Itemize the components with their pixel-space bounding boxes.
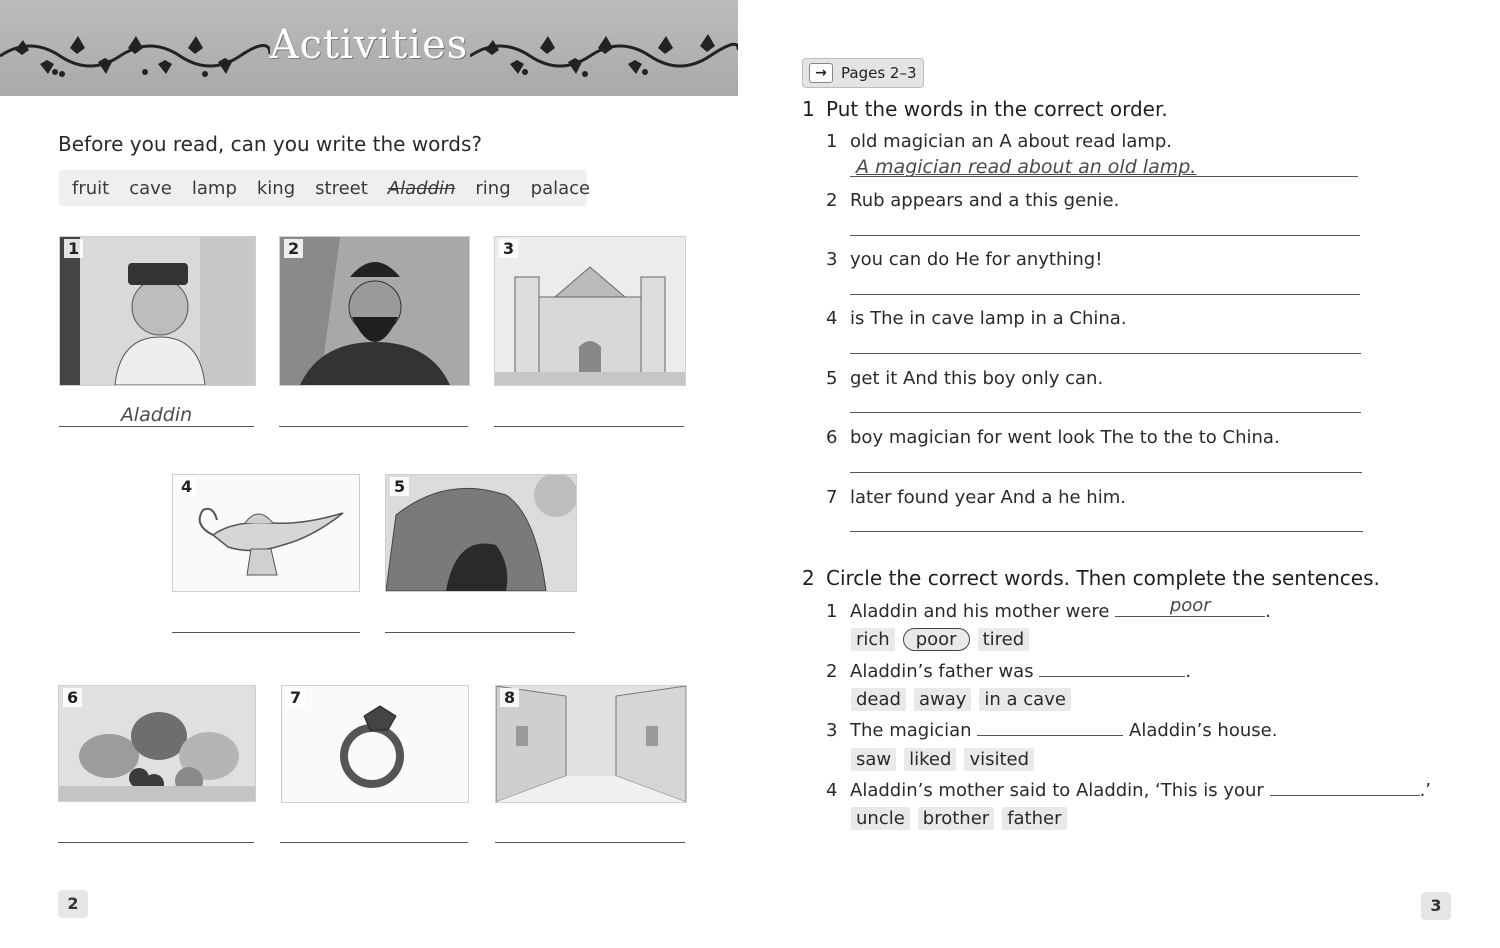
option-uncle[interactable]: uncle [851, 807, 910, 830]
ex1-item-4 [826, 308, 1127, 329]
picture-6 [58, 685, 256, 802]
ex2-item-2 [826, 660, 1191, 682]
picture-7 [281, 685, 469, 803]
word-street: street [315, 177, 368, 199]
picture-number: 6 [63, 688, 82, 707]
sentence-blank[interactable] [1115, 595, 1265, 617]
ex1-item-1 [826, 131, 1172, 152]
sentence-blank[interactable] [977, 719, 1123, 736]
answer-text: A magician read about an old lamp. [856, 156, 1197, 178]
ex1-item-5 [826, 368, 1103, 389]
oil-lamp-icon [173, 475, 359, 591]
answer-line[interactable] [850, 472, 1362, 473]
banner-title: Activities [269, 22, 469, 68]
sentence-end: Aladdin’s house. [1129, 720, 1278, 741]
ex2-options-3 [851, 748, 1034, 771]
item-text: boy magician for went look The to the to China. [850, 427, 1280, 448]
picture-number: 4 [177, 477, 196, 496]
ex1-item-6 [826, 427, 1280, 448]
exercise-2-heading [802, 566, 1380, 590]
word-aladdin-struck: Aladdin [387, 177, 456, 199]
sentence-start: The magician [850, 720, 972, 741]
item-text: later found year And a he him. [850, 487, 1126, 508]
option-tired[interactable]: tired [978, 628, 1030, 651]
ex1-answer-1 [856, 156, 1196, 178]
vine-decoration-icon [470, 26, 738, 86]
word-palace: palace [530, 177, 591, 199]
item-number: 7 [826, 487, 838, 508]
picture-number: 3 [499, 239, 518, 258]
question-heading: Before you read, can you write the words? [58, 132, 483, 156]
sentence-blank[interactable] [1039, 660, 1185, 677]
page-number-left: 2 [58, 890, 88, 918]
word-cave: cave [129, 177, 172, 199]
item-number: 3 [826, 249, 838, 270]
answer-line-1[interactable] [59, 400, 254, 427]
ex2-options-1 [851, 628, 1029, 651]
option-visited[interactable]: visited [964, 748, 1034, 771]
exercise-title: Circle the correct words. Then complete the sentences. [826, 566, 1380, 590]
item-number: 3 [826, 720, 838, 741]
answer-line[interactable] [850, 412, 1361, 413]
ex2-options-4 [851, 807, 1067, 830]
answer-line[interactable] [850, 531, 1363, 532]
picture-number: 7 [286, 688, 305, 707]
option-away[interactable]: away [914, 688, 971, 711]
ex1-item-7 [826, 487, 1126, 508]
word-lamp: lamp [191, 177, 237, 199]
word-ring: ring [475, 177, 511, 199]
answer-line[interactable] [850, 176, 1358, 177]
option-liked[interactable]: liked [904, 748, 956, 771]
cave-icon [386, 475, 576, 591]
exercise-title: Put the words in the correct order. [826, 97, 1168, 121]
picture-2 [279, 236, 470, 386]
ring-icon [282, 686, 468, 802]
street-icon [496, 686, 686, 802]
page-number-right: 3 [1421, 892, 1451, 920]
option-father[interactable]: father [1002, 807, 1066, 830]
item-text: get it And this boy only can. [850, 368, 1104, 389]
item-number: 6 [826, 427, 838, 448]
option-dead[interactable]: dead [851, 688, 906, 711]
answer-line[interactable] [850, 353, 1361, 354]
answer-line-5[interactable] [385, 606, 575, 633]
boy-in-cap-icon [60, 237, 255, 385]
sentence-start: Aladdin’s father was [850, 661, 1034, 682]
option-in-a-cave[interactable]: in a cave [979, 688, 1071, 711]
sentence-end: .’ [1419, 780, 1432, 801]
sentence-end: . [1265, 601, 1271, 622]
item-number: 1 [826, 131, 838, 152]
picture-1 [59, 236, 256, 386]
item-number: 2 [826, 190, 838, 211]
item-text: Rub appears and a this genie. [850, 190, 1120, 211]
sentence-start: Aladdin’s mother said to Aladdin, ‘This is your [850, 780, 1264, 801]
sentence-end: . [1185, 661, 1192, 682]
palace-icon [495, 237, 685, 385]
word-fruit: fruit [72, 177, 110, 199]
option-saw[interactable]: saw [851, 748, 896, 771]
ex2-item-4 [826, 779, 1431, 801]
option-poor-circled[interactable]: poor [903, 628, 970, 651]
answer-line[interactable] [850, 235, 1360, 236]
answer-text: Aladdin [120, 404, 193, 426]
item-number: 1 [826, 601, 838, 622]
word-king: king [256, 177, 296, 199]
item-number: 5 [826, 368, 838, 389]
answer-line-3[interactable] [494, 400, 684, 427]
word-box [59, 170, 591, 206]
option-rich[interactable]: rich [851, 628, 895, 651]
item-number: 4 [826, 308, 838, 329]
ex1-item-2 [826, 190, 1119, 211]
answer-line-4[interactable] [172, 606, 360, 633]
fruit-pile-icon [59, 686, 255, 801]
exercise-number: 1 [802, 97, 815, 121]
answer-line-2[interactable] [279, 400, 468, 427]
item-text: old magician an A about read lamp. [850, 131, 1173, 152]
activities-banner [0, 0, 738, 96]
picture-8 [495, 685, 687, 803]
bearded-man-icon [280, 237, 469, 385]
ex2-options-2 [851, 688, 1071, 711]
sentence-blank[interactable] [1270, 779, 1420, 796]
arrow-right-icon: → [809, 63, 833, 83]
exercise-number: 2 [802, 566, 815, 590]
pages-tag [802, 58, 924, 88]
item-number: 4 [826, 780, 838, 801]
ex2-item-1 [826, 595, 1271, 622]
answer-line-6[interactable] [58, 816, 254, 843]
sentence-start: Aladdin and his mother were [850, 601, 1110, 622]
picture-number: 1 [64, 239, 83, 258]
item-number: 2 [826, 661, 838, 682]
picture-4 [172, 474, 360, 592]
answer-line-7[interactable] [280, 816, 468, 843]
ex1-item-3 [826, 249, 1102, 270]
item-text: is The in cave lamp in a China. [850, 308, 1127, 329]
picture-3 [494, 236, 686, 386]
picture-5 [385, 474, 577, 592]
ex2-item-3 [826, 719, 1277, 741]
picture-number: 8 [500, 688, 519, 707]
exercise-1-heading [802, 97, 1168, 121]
item-text: you can do He for anything! [850, 249, 1103, 270]
pages-tag-label: Pages 2–3 [841, 64, 917, 82]
answer-text: poor [1169, 595, 1211, 616]
option-brother[interactable]: brother [918, 807, 994, 830]
picture-number: 2 [284, 239, 303, 258]
answer-line-8[interactable] [495, 816, 685, 843]
picture-number: 5 [390, 477, 409, 496]
answer-line[interactable] [850, 294, 1360, 295]
